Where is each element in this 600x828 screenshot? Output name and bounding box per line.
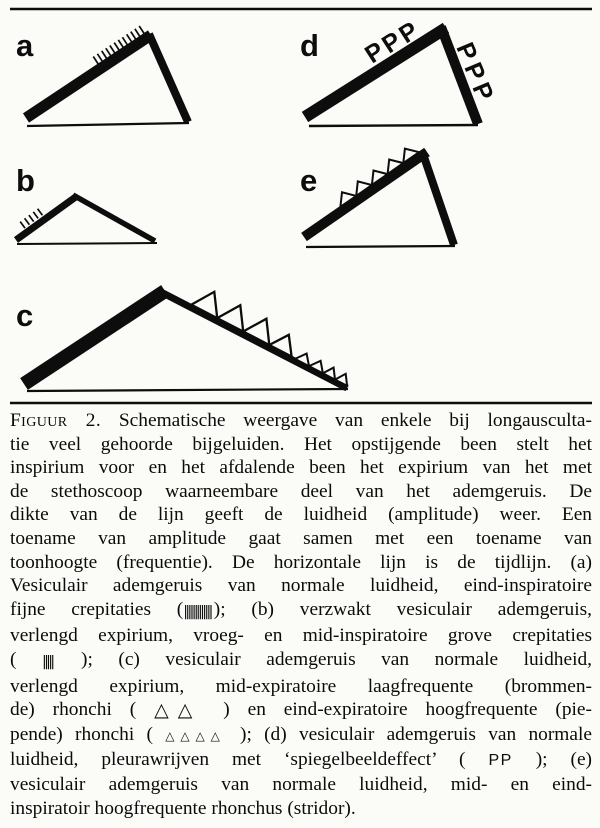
p-mark-icon: P <box>466 78 499 105</box>
low-pitched-rhonchi-symbol: △△ <box>154 699 202 722</box>
caption-line <box>10 409 592 433</box>
panel-c <box>16 291 348 391</box>
caption-line <box>10 503 592 527</box>
caption-line <box>10 433 592 457</box>
caption-text: dikte van de lijn geeft de luidheid (amplitude) weer. Een <box>10 504 592 526</box>
panel-c-expiration-limb <box>159 291 347 388</box>
panel-c-timeline <box>27 389 348 391</box>
panel-d-label: d <box>300 28 319 63</box>
panel-d-timeline <box>309 125 478 126</box>
panel-b-label: b <box>16 163 35 198</box>
figure-caption <box>10 409 592 820</box>
caption-text: ); (c) vesiculair ademgeruis van normale luidheid, <box>55 648 592 670</box>
caption-text: verlengd expirium, vroeg- en mid-inspiratoire grove crepitaties <box>10 625 592 647</box>
p-mark-icon: P <box>360 36 390 70</box>
panel-a-inspiration-limb <box>26 35 151 118</box>
p-mark-icon: P <box>394 16 424 50</box>
panel-c-label: c <box>16 298 34 333</box>
caption-line <box>10 624 592 648</box>
caption-line <box>10 773 592 797</box>
caption-line <box>10 551 592 575</box>
panel-c-inspiration-limb <box>24 291 165 384</box>
caption-text: ); (b) verzwakt vesiculair ademgeruis, <box>213 598 592 620</box>
caption-text: ) en eind-expiratoire hoogfrequente (pie- <box>205 699 592 721</box>
panel-c-low-rhonchi-sawtooth <box>191 292 291 357</box>
pleural-rub-symbol: PP <box>488 752 513 770</box>
panel-e <box>300 149 455 247</box>
panel-d <box>300 16 499 126</box>
caption-text: ( <box>10 648 42 670</box>
coarse-crepitations-symbol: ||||| <box>41 653 53 670</box>
panel-a <box>16 26 189 126</box>
panel-e-inspiration-limb <box>304 152 427 237</box>
caption-text: toename van amplitude gaat samen met een toename van <box>10 527 592 549</box>
caption-text: vesiculair ademgeruis van normale luidheid, mid- en eind- <box>10 773 592 795</box>
panel-b-timeline <box>17 243 157 244</box>
caption-line <box>10 698 592 723</box>
panel-e-stridor-sawtooth <box>340 149 419 207</box>
panel-e-timeline <box>306 246 455 247</box>
panel-a-expiration-limb <box>149 34 188 122</box>
caption-line <box>10 574 592 598</box>
panel-a-timeline <box>27 123 189 126</box>
caption-text: Vesiculair ademgeruis van normale luidheid, eind-inspiratoire <box>10 575 592 597</box>
caption-line <box>10 748 592 773</box>
caption-line <box>10 797 592 821</box>
caption-text: luidheid, pleurawrijven met ‘spiegelbeeldeffect’ ( <box>10 749 489 771</box>
p-mark-icon: P <box>377 26 407 60</box>
caption-line <box>10 723 592 749</box>
panel-c-high-rhonchi-sawtooth <box>295 354 347 386</box>
panel-a-label: a <box>16 28 34 63</box>
caption-text: pende) rhonchi ( <box>10 723 166 745</box>
caption-line <box>10 456 592 480</box>
caption-text: Schematische weergave van enkele bij longausculta- <box>101 410 592 431</box>
high-pitched-rhonchi-symbol: △△△△ <box>165 728 226 743</box>
caption-text: ); (d) vesiculair ademgeruis van normale <box>227 723 592 745</box>
panel-b <box>16 163 157 244</box>
fine-crepitations-symbol: ||||||||||||| <box>183 603 211 620</box>
caption-text: fijne crepitaties ( <box>10 598 184 620</box>
caption-text: verlengd expirium, mid-expiratoire laagfrequente (brommen- <box>10 675 592 697</box>
caption-text: inspirium voor en het afdalende been het expirium van het met <box>10 457 592 479</box>
caption-text: ); (e) <box>512 749 593 771</box>
caption-line <box>10 598 592 625</box>
panel-e-expiration-limb <box>422 151 454 245</box>
panel-e-label: e <box>300 163 318 198</box>
caption-text: inspiratoir hoogfrequente rhonchus (stridor). <box>10 797 356 819</box>
lung-sound-diagrams <box>0 0 600 406</box>
caption-text: de) rhonchi ( <box>10 699 155 721</box>
caption-text: toonhoogte (frequentie). De horizontale lijn is de tijdlijn. (a) <box>10 551 592 573</box>
caption-line <box>10 648 592 675</box>
caption-text: tie veel gehoorde bijgeluiden. Het opstijgende been stelt het <box>10 433 592 455</box>
caption-line <box>10 480 592 504</box>
p-mark-icon: P <box>458 58 491 85</box>
caption-line <box>10 527 592 551</box>
panel-b-expiration-limb <box>73 195 155 241</box>
caption-text: de stethoscoop waarneembare deel van het ademgeruis. De <box>10 480 592 502</box>
figure-number: Figuur 2. <box>10 410 102 431</box>
p-mark-icon: P <box>450 38 483 65</box>
caption-line <box>10 675 592 699</box>
